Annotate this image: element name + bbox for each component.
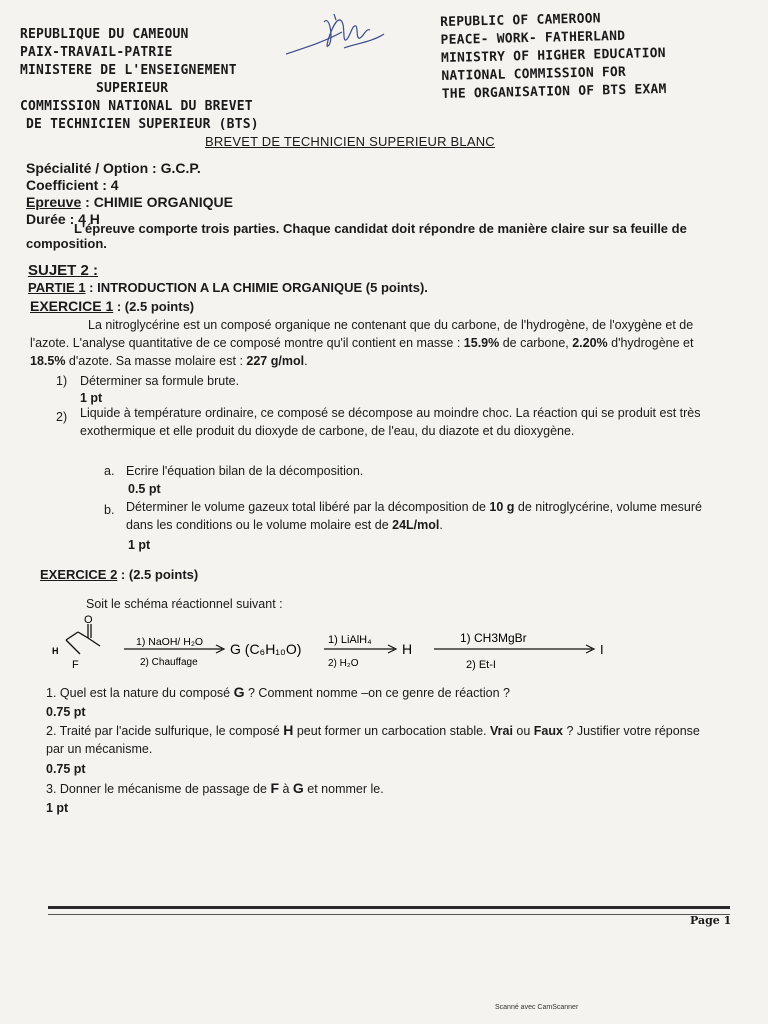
ex1-carbon: 15.9% [463, 336, 500, 350]
epreuve-label: Epreuve [26, 194, 82, 210]
step2-reagent: 1) LiAlH₄ [328, 634, 372, 646]
question-1-points: 1 pt [80, 391, 103, 405]
ex2-q2-text: ? Justifier votre réponse par un mécanisme. [46, 724, 700, 756]
ex2-q2-faux: Faux [533, 724, 563, 738]
header-right [440, 9, 667, 104]
exercise-1-text [30, 316, 722, 370]
q2b-mass: 10 g [489, 500, 515, 514]
sujet-suffix: : [88, 262, 99, 279]
question-2b-points: 1 pt [128, 538, 151, 552]
epreuve-value: : CHIMIE ORGANIQUE [81, 194, 233, 210]
ex2-q2-text: ou [512, 724, 534, 738]
ex1-text: d'azote. Sa masse molaire est : [65, 354, 247, 368]
step1-reagent: 1) NaOH/ H₂O [136, 636, 204, 648]
ex2-q3-text: 3. Donner le mécanisme de passage de [46, 782, 271, 796]
question-1-number: 1) [56, 374, 68, 388]
header-right-line: REPUBLIC OF CAMEROON [440, 11, 601, 30]
header-left-line: MINISTERE DE L'ENSEIGNEMENT [20, 63, 237, 78]
partie-title: : INTRODUCTION A LA CHIMIE ORGANIQUE (5 points). [85, 280, 428, 295]
atom-h: H [52, 646, 59, 656]
exercise-1-label: EXERCICE 1 [30, 298, 114, 314]
ex2-question-3-points: 1 pt [46, 801, 69, 815]
question-2a-points: 0.5 pt [128, 482, 161, 496]
compound-f: F [72, 659, 79, 671]
exam-title: BREVET DE TECHNICIEN SUPERIEUR BLANC [205, 134, 495, 149]
ex2-q1-compound: G [233, 684, 245, 700]
ex1-text: de carbone, [499, 336, 573, 350]
ex1-molar-mass: 227 g/mol [246, 354, 305, 368]
ex2-question-2 [46, 721, 706, 758]
footer-divider [48, 906, 730, 915]
ex2-q1-text: 1. Quel est la nature du composé [46, 686, 234, 700]
question-1: Déterminer sa formule brute. [80, 374, 240, 388]
sujet-heading [28, 262, 98, 279]
compound-g: G (C₆H₁₀O) [230, 641, 302, 657]
ex2-question-1-points: 0.75 pt [46, 705, 86, 719]
bond-line [78, 632, 88, 638]
q2b-text: . [439, 518, 443, 532]
ex2-q2-text: peut former un carbocation stable. [293, 724, 490, 738]
partie-label: PARTIE 1 [28, 280, 86, 295]
intro-sentence: L'épreuve comporte trois parties. Chaque candidat doit répondre de manière claire sur sa feuille de composition. [26, 221, 687, 251]
step3-reagent: 1) CH3MgBr [460, 631, 527, 645]
header-right-line: THE ORGANISATION OF BTS EXAM [441, 81, 667, 102]
duree: Durée : 4 H [26, 211, 100, 227]
scanner-watermark: Scanné avec CamScanner [495, 1004, 579, 1011]
epreuve [26, 194, 233, 211]
specialite: Spécialité / Option : G.C.P. [26, 160, 201, 176]
q2b-molar-volume: 24L/mol [392, 518, 440, 532]
header-left-line: REPUBLIQUE DU CAMEOUN [20, 27, 189, 42]
bond-line [88, 638, 100, 646]
header-left-line: SUPERIEUR [96, 81, 169, 96]
ex2-q2-vrai: Vrai [490, 724, 513, 738]
sujet-label: SUJET 2 [28, 262, 89, 279]
bond-line [66, 640, 80, 654]
question-2b-number: b. [104, 503, 115, 517]
question-2-number: 2) [56, 410, 68, 424]
ex2-q2-compound: H [283, 722, 294, 738]
ex1-nitrogen: 18.5% [30, 354, 66, 368]
ex2-question-1 [46, 683, 510, 702]
bond-line [66, 632, 78, 640]
q2b-text: de nitroglycérine, volume mesuré dans les conditions ou le volume molaire est de [126, 500, 702, 532]
exercise-1-heading [30, 298, 194, 314]
question-2a: Ecrire l'équation bilan de la décomposition. [126, 464, 364, 478]
compound-h: H [402, 641, 413, 657]
ex1-hydrogen: 2.20% [572, 336, 608, 350]
question-2a-number: a. [104, 464, 115, 478]
ex1-text: La nitroglycérine est un composé organique ne contenant que du carbone, de l'hydrogène, de l'oxygène et de l'azote. L'analyse quantitative de ce composé montre qu'il contient en masse : [30, 318, 694, 350]
atom-o: O [84, 614, 93, 626]
exercise-2-points: : (2.5 points) [117, 567, 199, 582]
ex2-question-2-points: 0.75 pt [46, 762, 86, 776]
ex2-q1-text: ? Comment nomme –on ce genre de réaction ? [244, 686, 510, 700]
ex2-q3-text: à [279, 782, 293, 796]
step1-condition: 2) Chauffage [140, 657, 198, 668]
q2b-text: Déterminer le volume gazeux total libéré par la décomposition de [126, 500, 490, 514]
partie-heading [28, 280, 428, 295]
question-2: Liquide à température ordinaire, ce composé se décompose au moindre choc. La réaction qui se produit est très exothermique et elle produit du dioxyde de carbone, de l'eau, du diazote et du dioxygène. [80, 406, 701, 438]
header-left-line: COMMISSION NATIONAL DU BREVET [20, 99, 253, 114]
page-number: Page 1 [690, 914, 732, 927]
header-left-line: DE TECHNICIEN SUPERIEUR (BTS) [26, 117, 259, 132]
signature-scribble [284, 12, 394, 62]
compound-i: I [600, 642, 604, 657]
header-right-line: MINISTRY OF HIGHER EDUCATION [440, 45, 666, 66]
header-right-line: PEACE- WORK- FATHERLAND [440, 28, 626, 48]
ex2-q3-compound-g: G [292, 780, 304, 796]
intro-text [26, 221, 716, 251]
exam-meta [26, 160, 233, 228]
ex1-text: . [304, 354, 308, 368]
exercise-2-intro: Soit le schéma réactionnel suivant : [86, 597, 283, 611]
header-left [20, 26, 259, 134]
ex2-q3-compound-f: F [270, 780, 280, 796]
step2-condition: 2) H₂O [328, 658, 359, 669]
ex1-text: d'hydrogène et [607, 336, 694, 350]
ex2-q2-text: 2. Traité par l'acide sulfurique, le composé [46, 724, 284, 738]
ex2-q3-text: et nommer le. [303, 782, 384, 796]
question-2b [126, 498, 720, 534]
ex2-question-3 [46, 779, 384, 798]
step3-condition: 2) Et-I [466, 659, 496, 671]
reaction-scheme [44, 612, 634, 674]
header-left-line: PAIX-TRAVAIL-PATRIE [20, 45, 173, 60]
header-right-line: NATIONAL COMMISSION FOR [441, 64, 627, 84]
exercise-1-points: : (2.5 points) [113, 299, 195, 314]
exercise-2-heading [40, 567, 198, 582]
coefficient: Coefficient : 4 [26, 177, 119, 193]
exercise-2-label: EXERCICE 2 [40, 567, 118, 582]
